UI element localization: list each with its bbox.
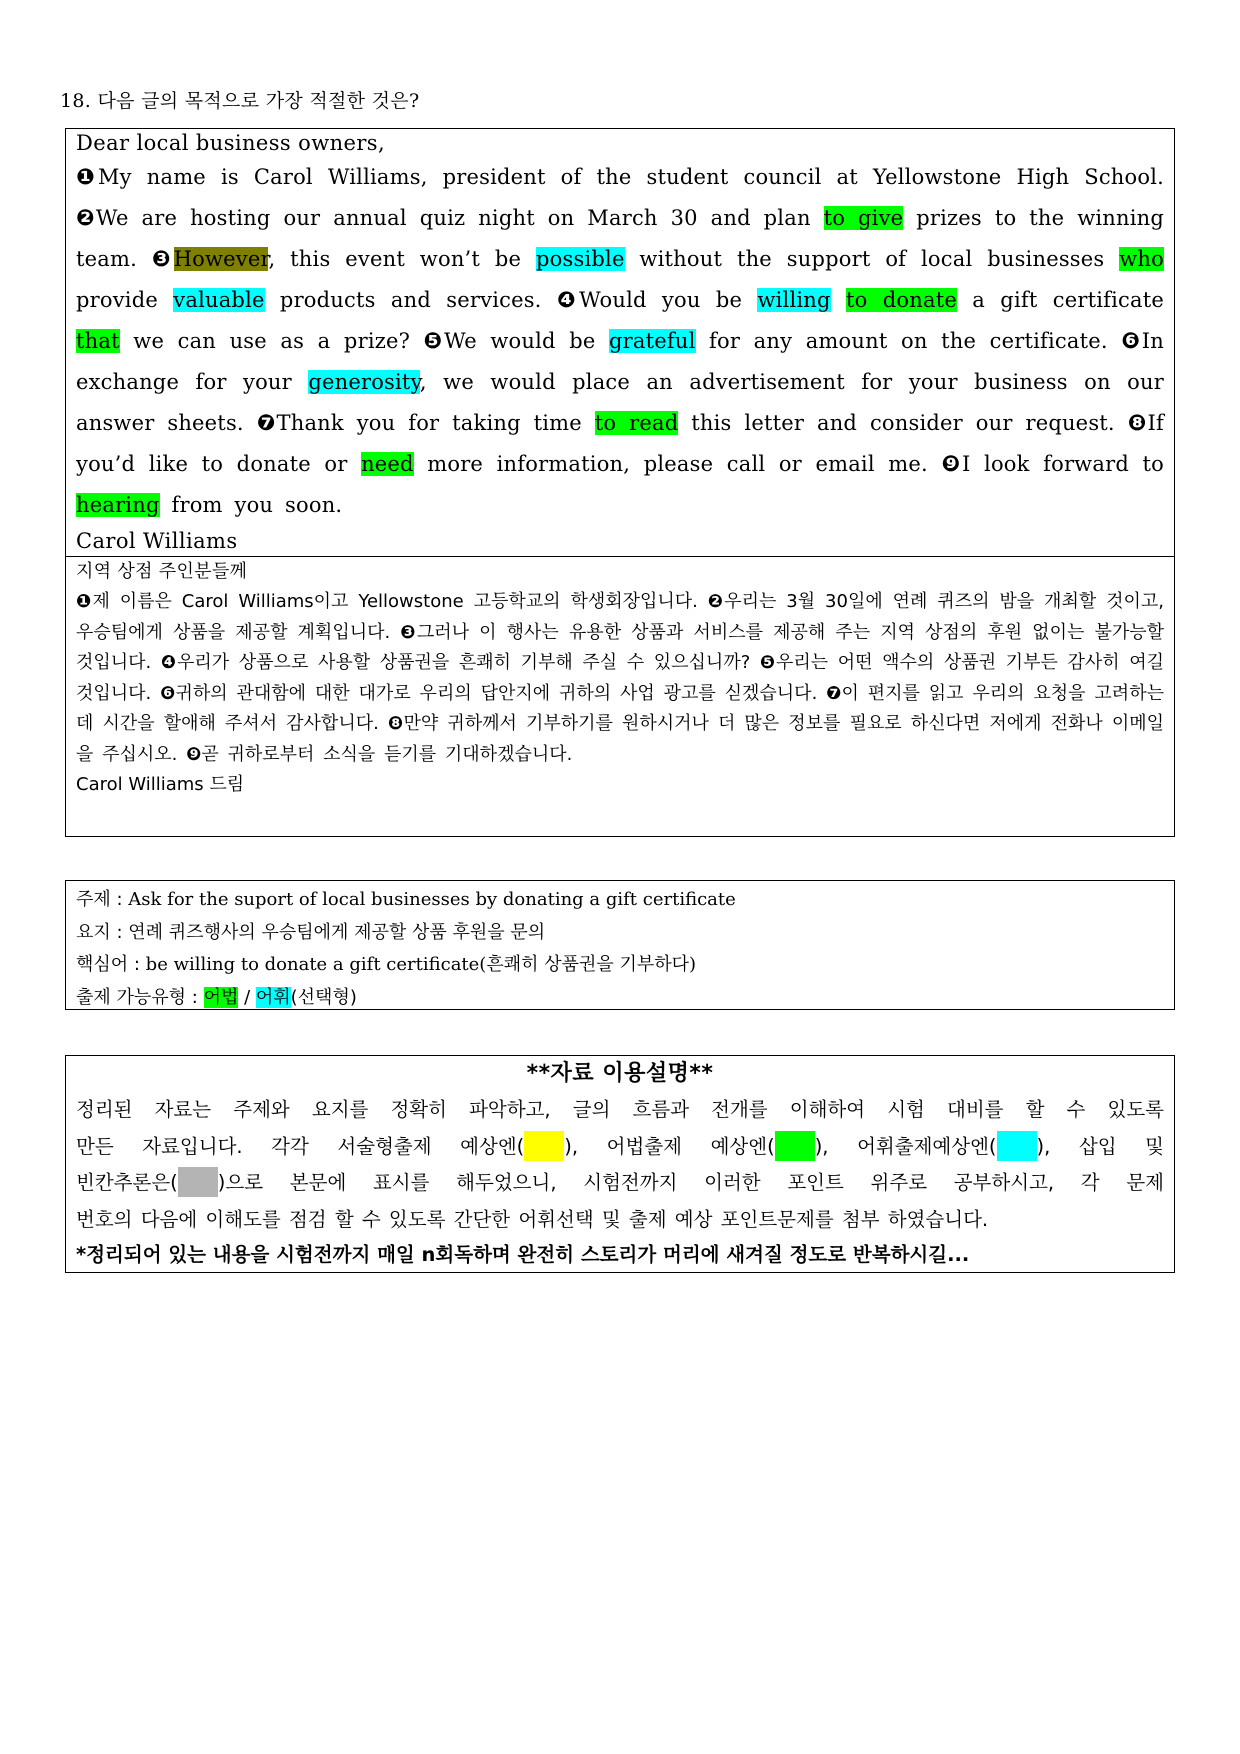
topic-label: 주제 : xyxy=(76,889,129,910)
grammar-highlight: that xyxy=(76,329,120,353)
usage-guide-line-3 xyxy=(76,1165,1164,1202)
translation-sentence: 이 편지를 읽고 우리의 요청을 고려하는데 시간을 할애해 주셔서 감사합니다. xyxy=(76,682,1164,734)
sentence-marker-6-icon: ❻ xyxy=(160,682,176,704)
sentence-4-rest: a gift certificate xyxy=(956,288,1164,312)
topic-value: Ask for the suport of local businesses by donating a gift certificate xyxy=(128,889,736,910)
sentence-marker-3-icon: ❸ xyxy=(151,247,174,272)
summary-topic xyxy=(76,884,1164,917)
sentence-9: I look forward to xyxy=(962,452,1164,476)
sentence-3: , this event won’t be xyxy=(268,247,537,271)
sentence-1: My name is Carol Williams, president of the student council at Yellowstone High School. xyxy=(97,165,1165,189)
summary-gist xyxy=(76,917,1164,950)
passage-korean xyxy=(66,557,1174,800)
usage-guide-note: *정리되어 있는 내용을 시험전까지 매일 n회독하며 완전히 스토리가 머리에 새겨질 정도로 반복하시길... xyxy=(76,1243,970,1266)
sentence-7: Thank you for taking time xyxy=(276,411,595,435)
usage-guide-line-1: 정리된 자료는 주제와 요지를 정확히 파악하고, 글의 흐름과 전개를 이해하여 시험 대비를 할 수 있도록 xyxy=(76,1098,1164,1121)
letter-greeting: Dear local business owners, xyxy=(76,131,386,155)
passage-box xyxy=(65,128,1175,837)
sentence-marker-5-icon: ❺ xyxy=(759,652,776,673)
sentence-4-rest: we can use as a prize? xyxy=(119,329,424,353)
sentence-marker-3-icon: ❸ xyxy=(400,621,417,643)
sentence-marker-1-icon: ❶ xyxy=(76,591,93,612)
sentence-7-rest: this letter and consider our request. xyxy=(678,411,1128,435)
sentence-3-rest: without the support of local businesses xyxy=(624,247,1120,271)
types-suffix: (선택형) xyxy=(290,986,357,1008)
grammar-color-swatch xyxy=(775,1131,815,1161)
sentence-marker-6-icon: ❻ xyxy=(1121,329,1142,354)
summary-question-types xyxy=(76,982,1164,1015)
vocab-highlight: willing xyxy=(757,288,831,312)
sentence-marker-8-icon: ❽ xyxy=(387,713,404,734)
space xyxy=(831,288,846,312)
sentence-8: If you’d like to donate or xyxy=(76,411,1164,476)
sentence-9-rest: from you soon. xyxy=(159,493,343,517)
sentence-marker-9-icon: ❾ xyxy=(941,452,962,477)
guide-text: 만든 자료입니다. 각각 서술형출제 예상엔( xyxy=(76,1134,525,1158)
connector-highlight: However xyxy=(173,247,269,271)
sentence-marker-7-icon: ❼ xyxy=(256,411,277,436)
guide-text: ), 삽입 및 xyxy=(1036,1134,1164,1158)
sentence-3-rest: provide xyxy=(76,288,174,312)
types-separator: / xyxy=(238,986,256,1008)
translation-sentence: 만약 귀하께서 기부하기를 원하시거나 더 많은 정보를 필요로 하신다면 저에게 전화나 이메일을 주십시오. xyxy=(76,713,1164,765)
vocab-highlight: valuable xyxy=(173,288,265,312)
sentence-marker-4-icon: ❹ xyxy=(160,652,178,673)
essay-color-swatch xyxy=(524,1131,564,1161)
usage-guide-line-4: 번호의 다음에 이해도를 점검 할 수 있도록 간단한 어휘선택 및 출제 예상 포인트문제를 첨부 하였습니다. xyxy=(76,1207,989,1231)
usage-guide-line-2 xyxy=(76,1129,1164,1166)
translation-sentence: 제 이름은 Carol Williams이고 Yellowstone 고등학교의 학생회장입니다. xyxy=(92,591,708,612)
grammar-highlight: hearing xyxy=(76,493,160,517)
summary-keyword xyxy=(76,949,1164,982)
sentence-marker-7-icon: ❼ xyxy=(826,682,842,704)
grammar-highlight: who xyxy=(1119,247,1164,271)
usage-guide-box xyxy=(65,1055,1175,1273)
vocab-highlight: possible xyxy=(536,247,625,271)
translation-sentence: 우리는 3월 30일에 연례 퀴즈의 밤을 개최할 것이고, 우승팀에게 상품을 제공할 계획입니다. xyxy=(76,591,1165,643)
usage-guide-heading: **자료 이용설명** xyxy=(526,1061,714,1086)
guide-text: )으로 본문에 표시를 해두었으니, 시험전까지 이러한 포인트 위주로 공부하시고, 각 문제 xyxy=(217,1171,1164,1194)
translation-sentence: 그러나 이 행사는 유용한 상품과 서비스를 제공해 주는 지역 상점의 후원 없이는 불가능할 것입니다. xyxy=(76,621,1164,673)
sentence-marker-5-icon: ❺ xyxy=(423,329,445,354)
guide-text: ), 어법출제 예상엔( xyxy=(564,1134,775,1158)
gist-label: 요지 : xyxy=(76,921,129,943)
question-title: 18. 다음 글의 목적으로 가장 적절한 것은? xyxy=(60,90,420,112)
translation-sentence: 귀하의 관대함에 대한 대가로 우리의 답안지에 귀하의 사업 광고를 싣겠습니다. xyxy=(175,682,827,704)
sentence-marker-8-icon: ❽ xyxy=(1127,411,1148,436)
sentence-8-rest: more information, please call or email me. xyxy=(413,452,942,476)
sentence-2: We are hosting our annual quiz night on March 30 and plan xyxy=(95,206,824,230)
guide-text: ), 어휘출제예상엔( xyxy=(814,1134,997,1158)
type-vocab-badge: 어휘 xyxy=(255,986,291,1008)
sentence-3-rest: products and services. xyxy=(264,288,557,312)
grammar-highlight: to donate xyxy=(845,288,957,312)
grammar-highlight: to give xyxy=(823,206,904,230)
sentence-marker-2-icon: ❷ xyxy=(707,591,725,612)
translation-sentence: 곧 귀하로부터 소식을 듣기를 기대하겠습니다. xyxy=(201,743,573,765)
summary-box xyxy=(65,880,1175,1010)
types-label: 출제 가능유형 : xyxy=(76,986,204,1008)
translation-sentence: 우리가 상품으로 사용할 상품권을 흔쾌히 기부해 주실 수 있으십니까? xyxy=(177,652,760,673)
letter-signature: Carol Williams xyxy=(76,529,238,553)
sentence-marker-9-icon: ❾ xyxy=(186,743,202,765)
sentence-6-rest: , we would place an advertisement for your business on our answer sheets. xyxy=(76,370,1164,435)
vocab-highlight: grateful xyxy=(609,329,696,353)
sentence-marker-1-icon: ❶ xyxy=(76,165,98,190)
type-grammar-badge: 어법 xyxy=(203,986,239,1008)
translation-sentence: 우리는 어떤 액수의 상품권 기부든 감사히 여길 것입니다. xyxy=(76,652,1164,704)
sentence-marker-4-icon: ❹ xyxy=(556,288,580,313)
translation-greeting: 지역 상점 주인분들께 xyxy=(76,561,248,582)
translation-body xyxy=(76,587,1164,770)
sentence-4: Would you be xyxy=(579,288,758,312)
keyword-value: be willing to donate a gift certificate(흔쾌히 상품권을 기부하다) xyxy=(145,954,697,975)
vocab-color-swatch xyxy=(997,1131,1037,1161)
passage-english xyxy=(66,129,1174,557)
inference-color-swatch xyxy=(178,1167,218,1197)
sentence-2-rest: prizes to the winning team. xyxy=(76,206,1165,271)
sentence-6: In exchange for your xyxy=(76,329,1165,394)
vocab-highlight: generosity xyxy=(308,370,420,394)
grammar-highlight: to read xyxy=(594,411,679,435)
letter-body xyxy=(76,157,1164,526)
sentence-marker-2-icon: ❷ xyxy=(76,206,96,231)
translation-signature: Carol Williams 드림 xyxy=(76,774,245,795)
sentence-5: We would be xyxy=(444,329,610,353)
sentence-5-rest: for any amount on the certificate. xyxy=(695,329,1122,353)
grammar-highlight: need xyxy=(361,452,414,476)
gist-value: 연례 퀴즈행사의 우승팀에게 제공할 상품 후원을 문의 xyxy=(128,921,546,943)
guide-text: 빈칸추론은( xyxy=(76,1171,178,1194)
keyword-label: 핵심어 : xyxy=(76,954,146,975)
